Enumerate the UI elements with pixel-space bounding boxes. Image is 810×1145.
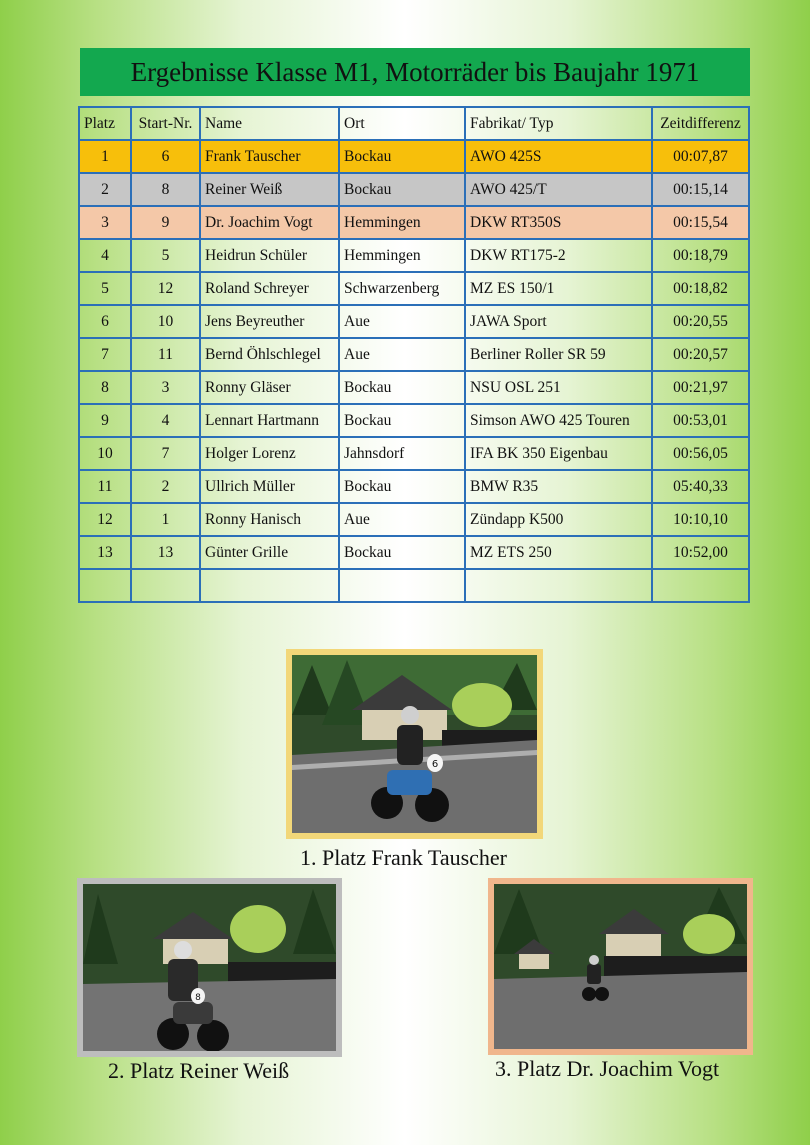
table-row bbox=[79, 470, 749, 503]
cell-ort: Bockau bbox=[339, 536, 465, 569]
cell-platz: 7 bbox=[79, 338, 131, 371]
motorcycle-rider-photo bbox=[292, 655, 537, 833]
cell-zeitdifferenz: 10:10,10 bbox=[652, 503, 749, 536]
cell-zeitdifferenz: 05:40,33 bbox=[652, 470, 749, 503]
cell-zeitdifferenz: 00:15,14 bbox=[652, 173, 749, 206]
cell-start-nr: 9 bbox=[131, 206, 200, 239]
cell-platz: 4 bbox=[79, 239, 131, 272]
cell-start-nr: 11 bbox=[131, 338, 200, 371]
cell-fabrikat-typ: AWO 425/T bbox=[465, 173, 652, 206]
cell-platz: 12 bbox=[79, 503, 131, 536]
caption-place-3: 3. Platz Dr. Joachim Vogt bbox=[495, 1056, 720, 1081]
winner-photo-2 bbox=[77, 878, 342, 1057]
cell-zeitdifferenz: 00:15,54 bbox=[652, 206, 749, 239]
cell-name: Holger Lorenz bbox=[200, 437, 339, 470]
cell-name: Ronny Hanisch bbox=[200, 503, 339, 536]
cell-platz: 2 bbox=[79, 173, 131, 206]
cell-fabrikat-typ: IFA BK 350 Eigenbau bbox=[465, 437, 652, 470]
cell-fabrikat-typ: DKW RT175-2 bbox=[465, 239, 652, 272]
cell-ort: Hemmingen bbox=[339, 239, 465, 272]
cell-start-nr: 5 bbox=[131, 239, 200, 272]
cell-start-nr: 3 bbox=[131, 371, 200, 404]
cell-start-nr: 10 bbox=[131, 305, 200, 338]
cell-zeitdifferenz: 00:53,01 bbox=[652, 404, 749, 437]
caption-place-2: 2. Platz Reiner Weiß bbox=[108, 1058, 290, 1083]
cell-fabrikat-typ: MZ ETS 250 bbox=[465, 536, 652, 569]
header-ort: Ort bbox=[339, 107, 465, 140]
cell-fabrikat-typ: NSU OSL 251 bbox=[465, 371, 652, 404]
cell-fabrikat-typ: Zündapp K500 bbox=[465, 503, 652, 536]
cell-start-nr: 4 bbox=[131, 404, 200, 437]
cell-start-nr: 8 bbox=[131, 173, 200, 206]
cell-ort: Aue bbox=[339, 305, 465, 338]
cell-name: Frank Tauscher bbox=[200, 140, 339, 173]
cell-zeitdifferenz: 00:56,05 bbox=[652, 437, 749, 470]
cell-start-nr: 13 bbox=[131, 536, 200, 569]
cell-platz bbox=[79, 569, 131, 602]
winner-photo-3 bbox=[488, 878, 753, 1055]
cell-platz: 10 bbox=[79, 437, 131, 470]
table-row bbox=[79, 371, 749, 404]
cell-fabrikat-typ: JAWA Sport bbox=[465, 305, 652, 338]
cell-fabrikat-typ: DKW RT350S bbox=[465, 206, 652, 239]
cell-ort bbox=[339, 569, 465, 602]
cell-name: Lennart Hartmann bbox=[200, 404, 339, 437]
cell-zeitdifferenz: 00:20,57 bbox=[652, 338, 749, 371]
cell-start-nr: 2 bbox=[131, 470, 200, 503]
motorcycle-rider-photo bbox=[83, 884, 336, 1051]
cell-zeitdifferenz: 00:18,79 bbox=[652, 239, 749, 272]
table-row bbox=[79, 437, 749, 470]
header-start-nr: Start-Nr. bbox=[131, 107, 200, 140]
cell-fabrikat-typ: BMW R35 bbox=[465, 470, 652, 503]
table-row bbox=[79, 338, 749, 371]
cell-start-nr: 6 bbox=[131, 140, 200, 173]
svg-text:6: 6 bbox=[431, 759, 439, 770]
cell-zeitdifferenz: 00:07,87 bbox=[652, 140, 749, 173]
cell-start-nr: 7 bbox=[131, 437, 200, 470]
cell-platz: 9 bbox=[79, 404, 131, 437]
cell-platz: 11 bbox=[79, 470, 131, 503]
cell-start-nr: 1 bbox=[131, 503, 200, 536]
page-title: Ergebnisse Klasse M1, Motorräder bis Baujahr 1971 bbox=[80, 48, 750, 96]
cell-ort: Schwarzenberg bbox=[339, 272, 465, 305]
motorcycle-rider-photo bbox=[494, 884, 747, 1049]
cell-ort: Bockau bbox=[339, 470, 465, 503]
cell-ort: Bockau bbox=[339, 404, 465, 437]
table-row bbox=[79, 239, 749, 272]
cell-ort: Aue bbox=[339, 503, 465, 536]
header-platz: Platz bbox=[79, 107, 131, 140]
cell-name: Ullrich Müller bbox=[200, 470, 339, 503]
cell-start-nr bbox=[131, 569, 200, 602]
cell-fabrikat-typ: Berliner Roller SR 59 bbox=[465, 338, 652, 371]
header-fabrikat-typ: Fabrikat/ Typ bbox=[465, 107, 652, 140]
cell-name: Roland Schreyer bbox=[200, 272, 339, 305]
cell-name: Günter Grille bbox=[200, 536, 339, 569]
cell-name: Reiner Weiß bbox=[200, 173, 339, 206]
cell-ort: Hemmingen bbox=[339, 206, 465, 239]
cell-fabrikat-typ: Simson AWO 425 Touren bbox=[465, 404, 652, 437]
table-row bbox=[79, 305, 749, 338]
cell-name: Heidrun Schüler bbox=[200, 239, 339, 272]
cell-ort: Bockau bbox=[339, 140, 465, 173]
cell-name bbox=[200, 569, 339, 602]
table-row bbox=[79, 404, 749, 437]
cell-ort: Bockau bbox=[339, 173, 465, 206]
results-table bbox=[78, 106, 750, 603]
winner-photo-1 bbox=[286, 649, 543, 839]
cell-zeitdifferenz: 10:52,00 bbox=[652, 536, 749, 569]
table-row bbox=[79, 569, 749, 602]
cell-name: Jens Beyreuther bbox=[200, 305, 339, 338]
table-row bbox=[79, 173, 749, 206]
cell-platz: 1 bbox=[79, 140, 131, 173]
table-row bbox=[79, 206, 749, 239]
cell-fabrikat-typ: AWO 425S bbox=[465, 140, 652, 173]
cell-ort: Aue bbox=[339, 338, 465, 371]
cell-platz: 3 bbox=[79, 206, 131, 239]
cell-ort: Bockau bbox=[339, 371, 465, 404]
cell-zeitdifferenz: 00:18,82 bbox=[652, 272, 749, 305]
cell-platz: 8 bbox=[79, 371, 131, 404]
svg-text:8: 8 bbox=[195, 993, 201, 1003]
cell-platz: 5 bbox=[79, 272, 131, 305]
cell-zeitdifferenz bbox=[652, 569, 749, 602]
caption-place-1: 1. Platz Frank Tauscher bbox=[300, 845, 508, 870]
cell-zeitdifferenz: 00:20,55 bbox=[652, 305, 749, 338]
table-row bbox=[79, 140, 749, 173]
cell-ort: Jahnsdorf bbox=[339, 437, 465, 470]
cell-zeitdifferenz: 00:21,97 bbox=[652, 371, 749, 404]
cell-name: Ronny Gläser bbox=[200, 371, 339, 404]
cell-platz: 13 bbox=[79, 536, 131, 569]
table-row bbox=[79, 536, 749, 569]
cell-fabrikat-typ bbox=[465, 569, 652, 602]
cell-start-nr: 12 bbox=[131, 272, 200, 305]
cell-name: Dr. Joachim Vogt bbox=[200, 206, 339, 239]
table-header-row bbox=[79, 107, 749, 140]
table-row bbox=[79, 503, 749, 536]
header-zeitdifferenz: Zeitdifferenz bbox=[652, 107, 749, 140]
cell-platz: 6 bbox=[79, 305, 131, 338]
table-row bbox=[79, 272, 749, 305]
header-name: Name bbox=[200, 107, 339, 140]
cell-fabrikat-typ: MZ ES 150/1 bbox=[465, 272, 652, 305]
cell-name: Bernd Öhlschlegel bbox=[200, 338, 339, 371]
